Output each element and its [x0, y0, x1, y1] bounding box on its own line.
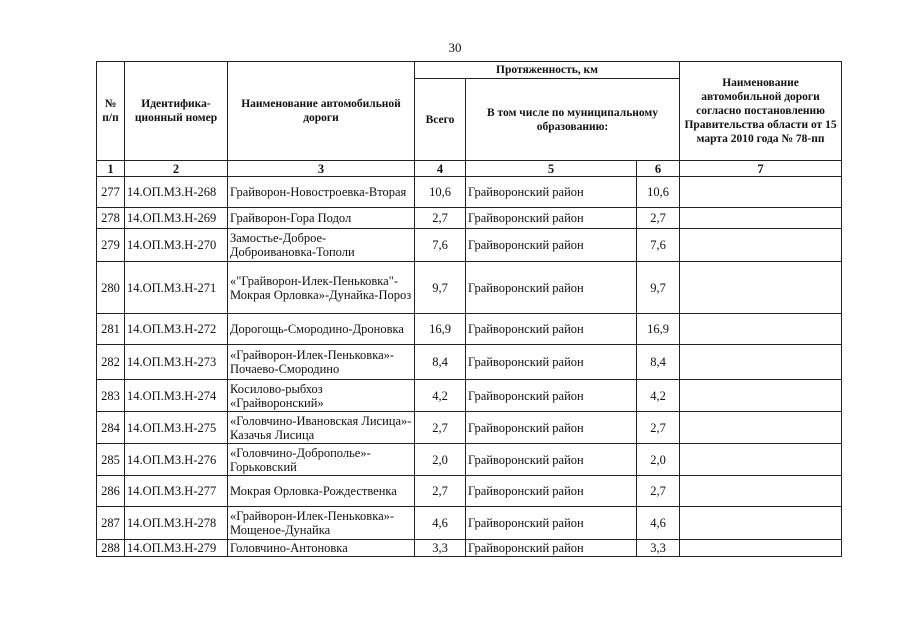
cell-total: 8,4 [415, 345, 466, 380]
cell-total: 2,7 [415, 412, 466, 444]
column-number-row [97, 161, 842, 177]
cell-index: 284 [97, 412, 125, 444]
cell-municipality: Грайворонский район [466, 380, 637, 412]
cell-decree [680, 412, 842, 444]
cell-municipality: Грайворонский район [466, 345, 637, 380]
header-name: Наименование автомобильной дороги [228, 62, 415, 161]
cell-length: 3,3 [637, 540, 680, 557]
cell-index: 287 [97, 507, 125, 540]
cell-road-name: «Головчино-Ивановская Лисица»-Казачья Лисица [228, 412, 415, 444]
cell-road-name: Грайворон-Новостроевка-Вторая [228, 177, 415, 208]
cell-decree [680, 208, 842, 229]
cell-index: 279 [97, 229, 125, 262]
cell-id: 14.ОП.МЗ.Н-274 [125, 380, 228, 412]
table-row [97, 208, 842, 229]
cell-length: 4,6 [637, 507, 680, 540]
cell-total: 10,6 [415, 177, 466, 208]
column-number: 2 [125, 161, 228, 177]
cell-municipality: Грайворонский район [466, 540, 637, 557]
page-number: 30 [448, 40, 462, 55]
cell-decree [680, 345, 842, 380]
cell-road-name: Замостье-Доброе-Доброивановка-Тополи [228, 229, 415, 262]
header-total: Всего [415, 79, 466, 161]
cell-index: 280 [97, 262, 125, 314]
table-row [97, 540, 842, 557]
header-incl: В том числе по муниципальному образованию: [466, 79, 680, 161]
cell-total: 2,7 [415, 476, 466, 507]
cell-road-name: Мокрая Орловка-Рождественка [228, 476, 415, 507]
cell-length: 2,0 [637, 444, 680, 476]
cell-road-name: «"Грайворон-Илек-Пеньковка"-Мокрая Орловка»-Дунайка-Пороз [228, 262, 415, 314]
table-row [97, 380, 842, 412]
table-row [97, 314, 842, 345]
cell-total: 4,2 [415, 380, 466, 412]
cell-length: 2,7 [637, 208, 680, 229]
cell-municipality: Грайворонский район [466, 208, 637, 229]
cell-municipality: Грайворонский район [466, 262, 637, 314]
cell-decree [680, 262, 842, 314]
cell-road-name: «Грайворон-Илек-Пеньковка»-Почаево-Смородино [228, 345, 415, 380]
table-row [97, 345, 842, 380]
cell-length: 9,7 [637, 262, 680, 314]
cell-total: 2,0 [415, 444, 466, 476]
cell-road-name: Грайворон-Гора Подол [228, 208, 415, 229]
cell-id: 14.ОП.МЗ.Н-270 [125, 229, 228, 262]
cell-road-name: «Грайворон-Илек-Пеньковка»-Мощеное-Дунайка [228, 507, 415, 540]
cell-municipality: Грайворонский район [466, 229, 637, 262]
cell-id: 14.ОП.МЗ.Н-276 [125, 444, 228, 476]
cell-decree [680, 177, 842, 208]
cell-id: 14.ОП.МЗ.Н-269 [125, 208, 228, 229]
table-row [97, 229, 842, 262]
cell-municipality: Грайворонский район [466, 412, 637, 444]
cell-length: 10,6 [637, 177, 680, 208]
table-row [97, 177, 842, 208]
cell-id: 14.ОП.МЗ.Н-272 [125, 314, 228, 345]
table-row [97, 262, 842, 314]
cell-index: 288 [97, 540, 125, 557]
cell-length: 8,4 [637, 345, 680, 380]
cell-index: 281 [97, 314, 125, 345]
cell-index: 277 [97, 177, 125, 208]
cell-index: 282 [97, 345, 125, 380]
cell-index: 286 [97, 476, 125, 507]
column-number: 4 [415, 161, 466, 177]
cell-length: 16,9 [637, 314, 680, 345]
cell-decree [680, 476, 842, 507]
cell-municipality: Грайворонский район [466, 507, 637, 540]
table-row [97, 444, 842, 476]
cell-municipality: Грайворонский район [466, 177, 637, 208]
cell-id: 14.ОП.МЗ.Н-273 [125, 345, 228, 380]
column-number: 1 [97, 161, 125, 177]
column-number: 7 [680, 161, 842, 177]
cell-road-name: Головчино-Антоновка [228, 540, 415, 557]
table-row [97, 476, 842, 507]
cell-total: 16,9 [415, 314, 466, 345]
roads-table [96, 61, 842, 557]
cell-total: 2,7 [415, 208, 466, 229]
cell-road-name: «Головчино-Доброполье»-Горьковский [228, 444, 415, 476]
header-decree: Наименование автомобильной дороги согласно постановлению Правительства области от 15 марта 2010 года № 78-пп [680, 62, 842, 161]
cell-id: 14.ОП.МЗ.Н-279 [125, 540, 228, 557]
cell-index: 285 [97, 444, 125, 476]
cell-length: 2,7 [637, 412, 680, 444]
cell-length: 2,7 [637, 476, 680, 507]
cell-id: 14.ОП.МЗ.Н-271 [125, 262, 228, 314]
column-number: 3 [228, 161, 415, 177]
cell-id: 14.ОП.МЗ.Н-275 [125, 412, 228, 444]
cell-municipality: Грайворонский район [466, 314, 637, 345]
cell-decree [680, 314, 842, 345]
header-id: Идентифика- ционный номер [125, 62, 228, 161]
table-row [97, 412, 842, 444]
cell-id: 14.ОП.МЗ.Н-268 [125, 177, 228, 208]
cell-index: 283 [97, 380, 125, 412]
header-length-group: Протяженность, км [415, 62, 680, 79]
header-idx: № п/п [97, 62, 125, 161]
cell-decree [680, 380, 842, 412]
cell-length: 4,2 [637, 380, 680, 412]
cell-index: 278 [97, 208, 125, 229]
cell-total: 9,7 [415, 262, 466, 314]
cell-decree [680, 507, 842, 540]
column-number: 5 [466, 161, 637, 177]
cell-total: 4,6 [415, 507, 466, 540]
cell-municipality: Грайворонский район [466, 476, 637, 507]
cell-road-name: Косилово-рыбхоз «Грайворонский» [228, 380, 415, 412]
column-number: 6 [637, 161, 680, 177]
cell-decree [680, 229, 842, 262]
cell-decree [680, 444, 842, 476]
cell-decree [680, 540, 842, 557]
cell-total: 7,6 [415, 229, 466, 262]
cell-road-name: Дорогощь-Смородино-Дроновка [228, 314, 415, 345]
cell-total: 3,3 [415, 540, 466, 557]
table-row [97, 507, 842, 540]
cell-municipality: Грайворонский район [466, 444, 637, 476]
cell-id: 14.ОП.МЗ.Н-278 [125, 507, 228, 540]
cell-length: 7,6 [637, 229, 680, 262]
cell-id: 14.ОП.МЗ.Н-277 [125, 476, 228, 507]
